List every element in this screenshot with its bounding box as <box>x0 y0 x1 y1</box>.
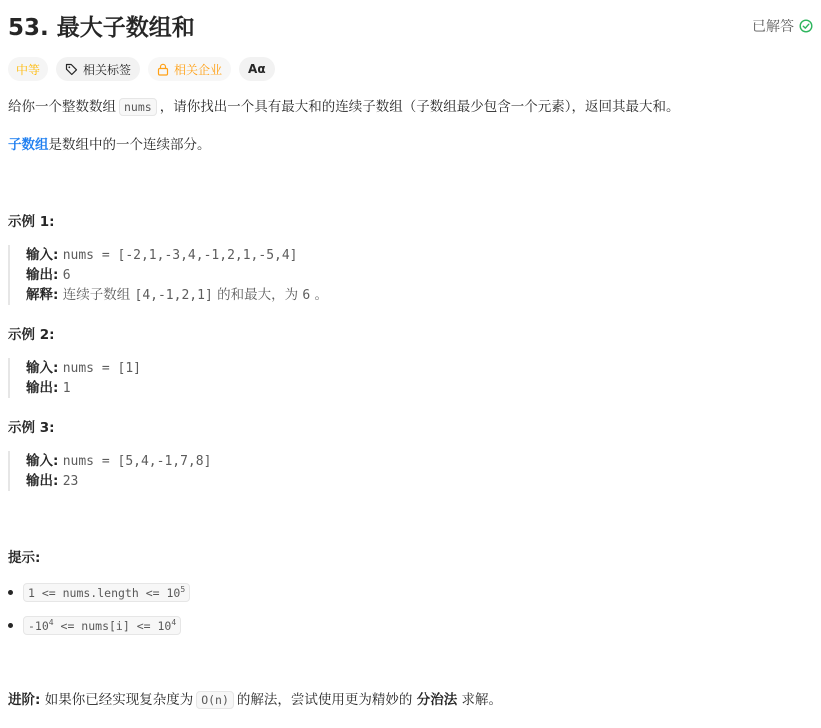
difficulty-label: 中等 <box>16 62 41 77</box>
translate-button[interactable] <box>239 57 275 81</box>
companies-tag-button[interactable] <box>148 57 231 81</box>
lock-icon <box>157 63 169 76</box>
bullet-icon <box>8 590 13 595</box>
constraint-2-exponent-a: 4 <box>48 618 54 627</box>
desc-text-after: ，请你找出一个具有最大和的连续子数组（子数组最少包含一个元素），返回其最大和。 <box>159 99 680 115</box>
input-value: nums = [-2,1,-3,4,-1,2,1,-5,4] <box>62 248 298 263</box>
output-label: 输出: <box>26 473 59 489</box>
input-label: 输入: <box>26 247 59 263</box>
check-circle-icon <box>799 19 813 33</box>
subarray-link[interactable]: 子数组 <box>8 137 49 153</box>
example-3-block <box>8 451 211 491</box>
input-value: nums = [1] <box>62 361 141 376</box>
output-value: 6 <box>62 268 71 283</box>
output-value: 1 <box>62 381 71 396</box>
companies-tag-label: 相关企业 <box>174 62 223 77</box>
bullet-icon <box>8 623 13 628</box>
solved-status-label: 已解答 <box>752 19 794 35</box>
example-2-input <box>26 358 141 378</box>
example-2-output <box>26 378 141 398</box>
example-3-title: 示例 3: <box>8 420 55 436</box>
solved-status <box>752 16 813 36</box>
example-1-explanation <box>26 285 328 305</box>
desc-text-before: 给你一个整数数组 <box>8 99 116 115</box>
explain-label: 解释: <box>26 287 59 303</box>
constraint-code-1 <box>23 583 190 602</box>
follow-up-text-2: 的解法，尝试使用更为精妙的 <box>236 692 413 708</box>
problem-header <box>8 9 813 43</box>
example-2-block <box>8 358 141 398</box>
tag-icon <box>65 63 78 76</box>
desc-code-nums: nums <box>119 98 157 116</box>
example-1-title: 示例 1: <box>8 214 55 230</box>
problem-title[interactable]: 53. 最大子数组和 <box>8 15 195 41</box>
explain-end: 。 <box>314 287 328 303</box>
follow-up-bold: 分治法 <box>416 692 458 708</box>
constraint-code-2 <box>23 616 181 635</box>
desc-p2-text: 是数组中的一个连续部分。 <box>48 137 211 153</box>
example-3-input <box>26 451 211 471</box>
constraint-1-exponent: 5 <box>180 585 186 594</box>
follow-up <box>8 688 502 708</box>
follow-up-label: 进阶: <box>8 692 41 708</box>
output-label: 输出: <box>26 380 59 396</box>
constraint-item-1 <box>8 583 190 602</box>
constraint-2-text-b: <= nums[i] <= 10 <box>53 618 172 633</box>
follow-up-text-1: 如果你已经实现复杂度为 <box>44 692 194 708</box>
difficulty-badge[interactable] <box>8 57 48 81</box>
topics-tag-label: 相关标签 <box>83 62 132 77</box>
constraint-1-text: 1 <= nums.length <= 10 <box>28 585 181 600</box>
follow-up-code: O(n) <box>196 691 234 709</box>
translate-icon: Aα <box>248 62 266 76</box>
output-label: 输出: <box>26 267 59 283</box>
follow-up-text-3: 求解。 <box>461 692 502 708</box>
example-1-input <box>26 245 328 265</box>
example-1-output <box>26 265 328 285</box>
explain-code: [4,-1,2,1] <box>134 288 213 303</box>
explain-value: 6 <box>302 288 311 303</box>
description-paragraph-1 <box>8 97 679 117</box>
explain-mid: 的和最大，为 <box>217 287 299 303</box>
example-3-output <box>26 471 211 491</box>
tag-bar <box>8 57 275 81</box>
input-label: 输入: <box>26 453 59 469</box>
input-label: 输入: <box>26 360 59 376</box>
output-value: 23 <box>62 474 79 489</box>
description-paragraph-2 <box>8 135 211 155</box>
constraint-item-2 <box>8 616 181 635</box>
example-2-title: 示例 2: <box>8 327 55 343</box>
explain-text: 连续子数组 <box>62 287 131 303</box>
constraint-2-text-a: -10 <box>28 618 49 633</box>
topics-tag-button[interactable] <box>56 57 140 81</box>
constraint-2-exponent-b: 4 <box>171 618 177 627</box>
constraints-title: 提示: <box>8 550 41 566</box>
input-value: nums = [5,4,-1,7,8] <box>62 454 212 469</box>
example-1-block <box>8 245 328 305</box>
